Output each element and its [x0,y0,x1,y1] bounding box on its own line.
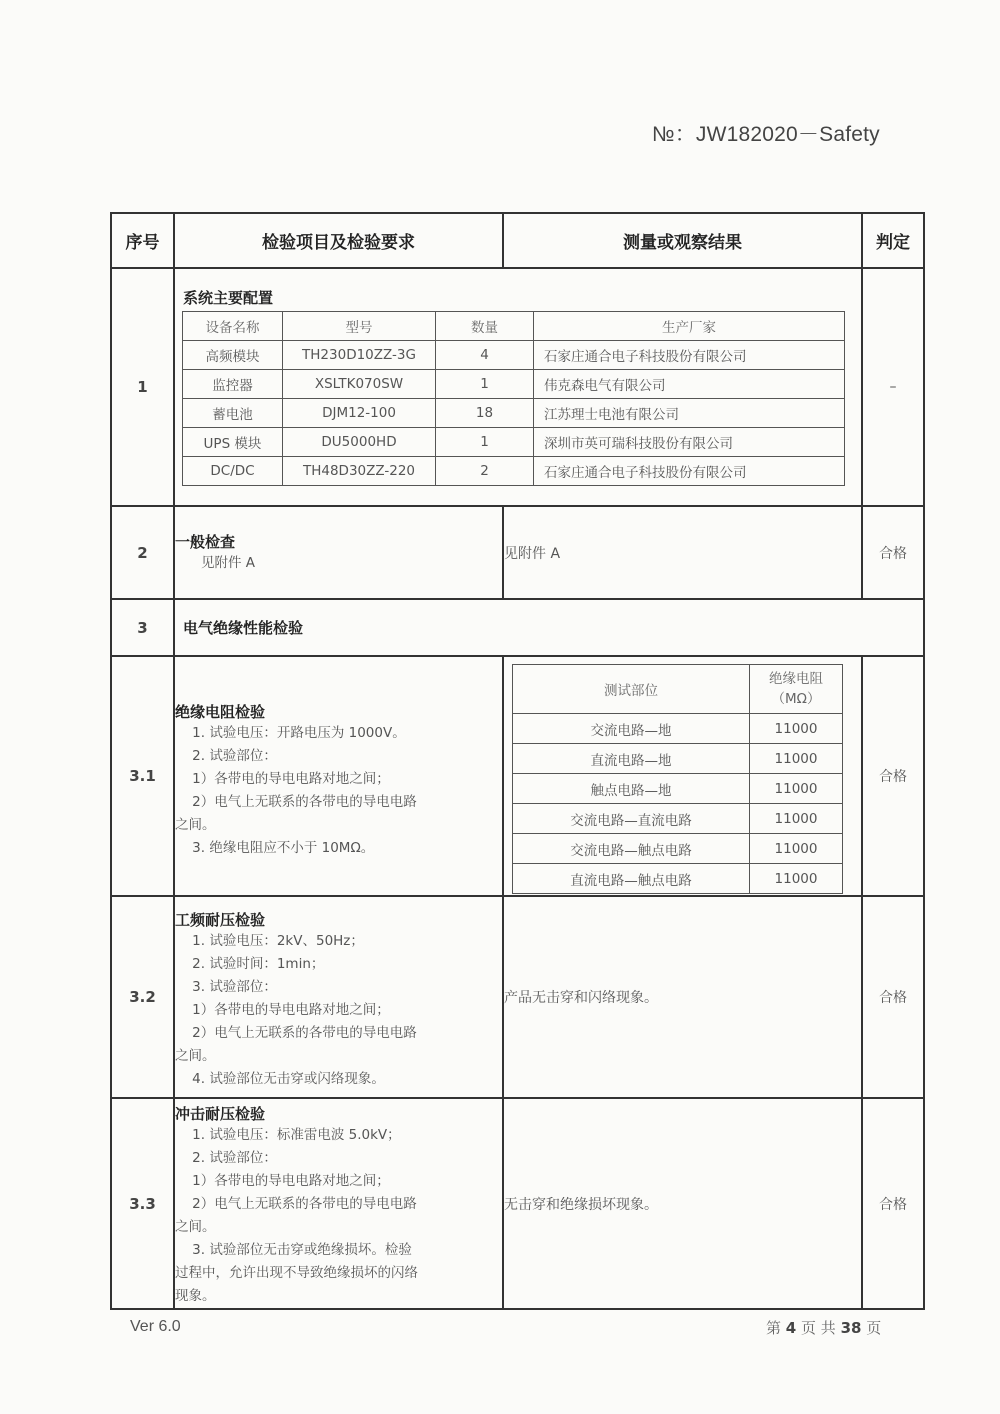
col-header-resistance-label: 绝缘电阻 [769,671,823,687]
page-indicator [766,1317,881,1338]
row-seq: 3.3 [111,1098,174,1309]
config-cell: TH48D30ZZ-220 [283,457,436,486]
requirement-cell [174,656,503,896]
row-seq: 2 [111,506,174,599]
config-cell: 深圳市英可瑞科技股份有限公司 [534,428,845,457]
header-item: 检验项目及检验要求 [174,213,503,268]
config-header-row [183,312,845,341]
requirement-line: 2）电气上无联系的各带电的导电电路 [175,794,417,810]
col-header-resistance-unit: （MΩ） [771,691,821,707]
requirement-line: 2）电气上无联系的各带电的导电电路 [175,1025,417,1041]
insulation-row [513,864,843,894]
resistance-value: 11000 [750,774,843,804]
insulation-row [513,804,843,834]
col-header-location: 测试部位 [513,665,750,714]
row-seq: 3.1 [111,656,174,896]
config-cell: 江苏理士电池有限公司 [534,399,845,428]
row-judge: 合格 [862,506,924,599]
test-location: 直流电路—触点电路 [513,864,750,894]
requirement-cell [174,506,503,599]
row-seq: 1 [111,268,174,506]
requirement-line: 见附件 A [201,554,256,571]
section-title: 绝缘电阻检验 [175,703,266,721]
resistance-value: 11000 [750,744,843,774]
config-cell: 1 [436,428,534,457]
requirement-lines [175,930,502,1091]
page-suffix: 页 [866,1319,882,1337]
section-title: 系统主要配置 [183,289,274,307]
config-table [182,311,845,486]
section-title: 工频耐压检验 [175,911,266,929]
insulation-row [513,774,843,804]
config-cell: 2 [436,457,534,486]
header-seq: 序号 [111,213,174,268]
config-row [183,370,845,399]
requirement-line: 4. 试验部位无击穿或闪络现象。 [175,1071,385,1087]
config-row [183,457,845,486]
col-header-resistance [750,665,843,714]
config-cell: TH230D10ZZ-3G [283,341,436,370]
config-cell: 石家庄通合电子科技股份有限公司 [534,341,845,370]
section-title: 冲击耐压检验 [175,1105,266,1123]
resistance-value: 11000 [750,864,843,894]
requirement-line: 现象。 [175,1288,216,1304]
requirement-cell [174,1098,503,1309]
requirement-line: 2. 试验部位： [175,1150,277,1166]
row-judge: 合格 [862,1098,924,1309]
requirement-line: 1. 试验电压：标准雷电波 5.0kV； [175,1127,401,1143]
resistance-value: 11000 [750,714,843,744]
requirement-lines [175,1124,502,1308]
config-col-header: 数量 [436,312,534,341]
config-cell: 伟克森电气有限公司 [534,370,845,399]
requirement-line: 3. 试验部位无击穿或绝缘损坏。检验 [175,1242,412,1258]
config-cell: 高频模块 [183,341,283,370]
requirement-line: 过程中，允许出现不导致绝缘损坏的闪络 [175,1265,418,1281]
config-cell: 18 [436,399,534,428]
requirement-line: 2. 试验时间：1min； [175,956,325,972]
requirement-line: 之间。 [175,1219,216,1235]
page-total: 38 [840,1319,862,1337]
test-location: 交流电路—触点电路 [513,834,750,864]
resistance-value: 11000 [750,804,843,834]
header-measure: 测量或观察结果 [503,213,862,268]
page-number: 4 [785,1319,797,1337]
table-row [111,268,924,506]
config-col-header: 设备名称 [183,312,283,341]
requirement-line: 1）各带电的导电电路对地之间； [175,1002,390,1018]
result-cell [503,656,862,896]
config-cell: DJM12-100 [283,399,436,428]
header-judge: 判定 [862,213,924,268]
requirement-line: 1）各带电的导电电路对地之间； [175,771,390,787]
config-cell: 1 [436,370,534,399]
config-cell: 监控器 [183,370,283,399]
table-row [111,896,924,1098]
config-cell: 蓄电池 [183,399,283,428]
version-label: Ver 6.0 [130,1318,181,1335]
requirement-line: 1）各带电的导电电路对地之间； [175,1173,390,1189]
test-location: 直流电路—地 [513,744,750,774]
resistance-value: 11000 [750,834,843,864]
requirement-line: 1. 试验电压：2kV、50Hz； [175,933,364,949]
requirement-line: 1. 试验电压：开路电压为 1000V。 [175,725,406,741]
row-judge: 合格 [862,656,924,896]
config-cell: DU5000HD [283,428,436,457]
document-number: №：JW182020－Safety [652,123,880,146]
test-location: 交流电路—地 [513,714,750,744]
test-location: 触点电路—地 [513,774,750,804]
row-judge: 合格 [862,896,924,1098]
config-cell: 4 [436,341,534,370]
page-mid: 页 共 [801,1319,836,1337]
row-judge: – [862,268,924,506]
config-cell: 石家庄通合电子科技股份有限公司 [534,457,845,486]
row-seq: 3.2 [111,896,174,1098]
config-col-header: 型号 [283,312,436,341]
config-cell: UPS 模块 [183,428,283,457]
config-row [183,428,845,457]
insulation-row [513,834,843,864]
table-row [111,506,924,599]
insulation-row [513,744,843,774]
section-title: 电气绝缘性能检验 [174,599,924,656]
result-text: 见附件 A [503,506,862,599]
insulation-table [512,664,843,894]
result-text: 产品无击穿和闪络现象。 [503,896,862,1098]
page-prefix: 第 [766,1319,782,1337]
table-header-row [111,213,924,268]
test-location: 交流电路—直流电路 [513,804,750,834]
requirement-line: 3. 绝缘电阻应不小于 10MΩ。 [175,840,375,856]
requirement-line: 之间。 [175,817,216,833]
config-col-header: 生产厂家 [534,312,845,341]
result-text: 无击穿和绝缘损坏现象。 [503,1098,862,1309]
config-row [183,341,845,370]
config-cell: XSLTK070SW [283,370,436,399]
config-row [183,399,845,428]
insulation-row [513,714,843,744]
section-title: 一般检查 [175,532,236,551]
config-cell: DC/DC [183,457,283,486]
requirement-line: 2）电气上无联系的各带电的导电电路 [175,1196,417,1212]
inspection-table [110,212,925,1310]
requirement-line: 2. 试验部位： [175,748,277,764]
row-seq: 3 [111,599,174,656]
table-row [111,656,924,896]
config-cell [174,268,862,506]
requirement-line: 之间。 [175,1048,216,1064]
table-row [111,599,924,656]
requirement-line: 3. 试验部位： [175,979,277,995]
requirement-lines [175,722,502,860]
requirement-cell [174,896,503,1098]
table-row [111,1098,924,1309]
